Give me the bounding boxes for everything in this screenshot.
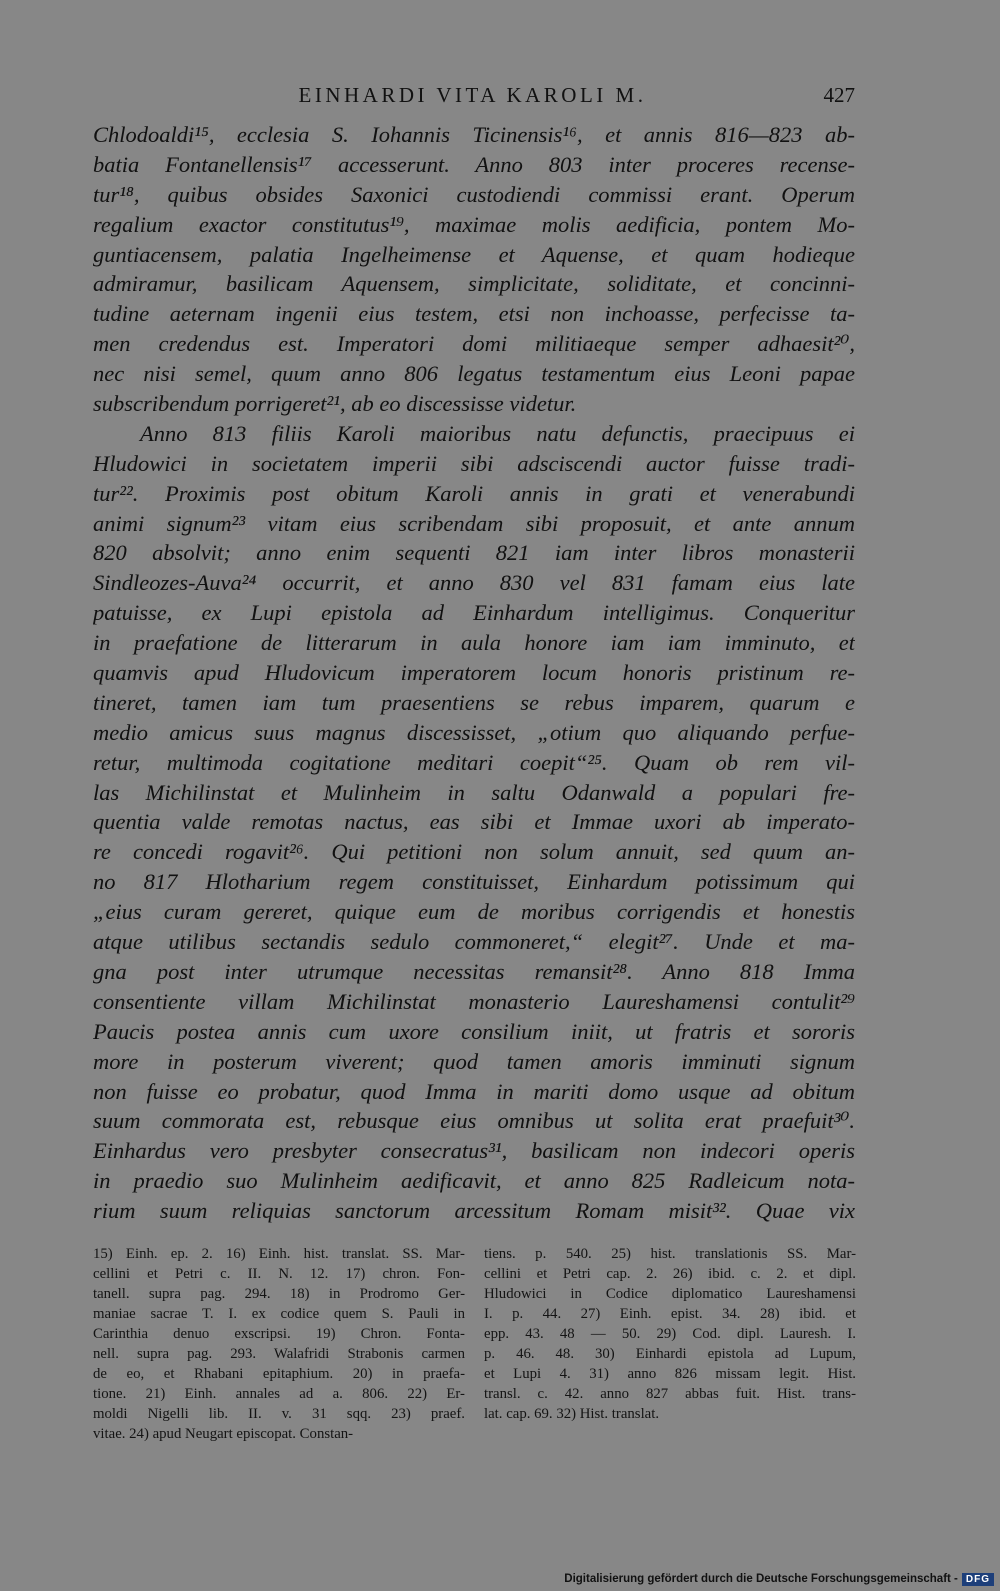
footnote-line: cellini et Petri c. II. N. 12. 17) chron. Fon- [93, 1266, 465, 1282]
text-line: retur, multimoda cogitatione meditari coepit“²⁵. Quam ob rem vil- [93, 749, 855, 775]
text-line: gna post inter utrumque necessitas remansit²⁸. Anno 818 Imma [93, 958, 855, 984]
text-line: Sindleozes-Auva²⁴ occurrit, et anno 830 vel 831 famam eius late [93, 570, 855, 596]
text-line: admiramur, basilicam Aquensem, simplicitate, soliditate, et concinni- [93, 271, 855, 297]
footnote-line: lat. cap. 69. 32) Hist. translat. [484, 1406, 660, 1422]
text-line: guntiacensem, palatia Ingelheimense et Aquense, et quam hodieque [93, 241, 855, 267]
text-line: re concedi rogavit²⁶. Qui petitioni non solum annuit, sed quum an- [93, 839, 855, 865]
text-line: Einhardus vero presbyter consecratus³¹, basilicam non indecori operis [93, 1138, 855, 1164]
dfg-logo: DFG [962, 1573, 994, 1586]
text-line: atque utilibus sectandis sedulo commoneret,“ elegit²⁷. Unde et ma- [93, 929, 855, 955]
text-line: tur¹⁸, quibus obsides Saxonici custodiendi commissi erant. Operum [93, 181, 855, 207]
footnote-line: cellini et Petri cap. 2. 26) ibid. c. 2. et dipl. [484, 1266, 856, 1282]
main-text [93, 120, 855, 1226]
footnote-line: epp. 43. 48 — 50. 29) Cod. dipl. Lauresh. I. [484, 1326, 856, 1342]
footnote-line: vitae. 24) apud Neugart episcopat. Constan- [93, 1426, 354, 1442]
text-line: quamvis apud Hludovicum imperatorem locum honoris pristinum re- [93, 660, 855, 686]
text-line: more in posterum viverent; quod tamen amoris imminuti signum [93, 1048, 855, 1074]
footnote-line: p. 46. 48. 30) Einhardi epistola ad Lupum, [484, 1346, 856, 1362]
footnote-line: I. p. 44. 27) Einh. epist. 34. 28) ibid. et [484, 1306, 856, 1322]
text-line: patuisse, ex Lupi epistola ad Einhardum intelligimus. Conqueritur [93, 600, 855, 626]
credit-text: Digitalisierung gefördert durch die Deutsche Forschungsgemeinschaft - [564, 1573, 958, 1585]
text-line: nec nisi semel, quum anno 806 legatus testamentum eius Leoni papae [93, 361, 855, 387]
text-line: „eius curam gereret, quique eum de moribus corrigendis et honestis [93, 899, 855, 925]
footnote-line: tanell. supra pag. 294. 18) in Prodromo Ger- [93, 1286, 465, 1302]
text-line: animi signum²³ vitam eius scribendam sibi proposuit, et ante annum [93, 510, 855, 536]
text-line: batia Fontanellensis¹⁷ accesserunt. Anno 803 inter proceres recense- [93, 151, 855, 177]
footnotes-left-column [93, 1244, 465, 1444]
text-line: subscribendum porrigeret²¹, ab eo discessisse videtur. [93, 391, 577, 417]
footnote-line: de eo, et Rhabani epitaphium. 20) in praefa- [93, 1366, 465, 1382]
text-line: in praedio suo Mulinheim aedificavit, et anno 825 Radleicum nota- [93, 1168, 855, 1194]
footnote-line: tiens. p. 540. 25) hist. translationis SS. Mar- [484, 1246, 856, 1262]
footnote-line: 15) Einh. ep. 2. 16) Einh. hist. translat. SS. Mar- [93, 1246, 465, 1262]
text-line: suum commorata est, rebusque eius omnibus ut solita erat praefuit³⁰. [93, 1108, 855, 1134]
text-line: tudine aeternam ingenii eius testem, etsi non inchoasse, perfecisse ta- [93, 301, 855, 327]
footnote-line: tione. 21) Einh. annales ad a. 806. 22) Er- [93, 1386, 465, 1402]
footnote-line: et Lupi 4. 31) anno 826 missam legit. Hist. [484, 1366, 856, 1382]
text-line: no 817 Hlotharium regem constituisset, Einhardum potissimum qui [93, 869, 855, 895]
text-line: consentiente villam Michilinstat monasterio Laureshamensi contulit²⁹ [93, 988, 855, 1014]
text-line: Paucis postea annis cum uxore consilium iniit, ut fratris et sororis [93, 1018, 855, 1044]
text-line: men credendus est. Imperatori domi militiaeque semper adhaesit²⁰, [93, 331, 855, 357]
footnote-line: nell. supra pag. 293. Walafridi Strabonis carmen [93, 1346, 465, 1362]
footnote-line: maniae sacrae T. I. ex codice quem S. Pauli in [93, 1306, 465, 1322]
text-line: tur²². Proximis post obitum Karoli annis in grati et venerabundi [93, 480, 855, 506]
text-line: non fuisse eo probatur, quod Imma in mariti domo usque ad obitum [93, 1078, 855, 1104]
text-line: Chlodoaldi¹⁵, ecclesia S. Iohannis Ticinensis¹⁶, et annis 816—823 ab- [93, 122, 855, 147]
digitization-credit [564, 1571, 994, 1587]
footnote-line: moldi Nigelli lib. II. v. 31 sqq. 23) praef. [93, 1406, 465, 1422]
text-line: Anno 813 filiis Karoli maioribus natu defunctis, praecipuus ei [140, 420, 855, 446]
text-line: tineret, tamen iam tum praesentiens se rebus imparem, quarum e [93, 689, 855, 715]
text-line: quentia valde remotas nactus, eas sibi et Immae uxori ab imperato- [93, 809, 855, 835]
text-line: las Michilinstat et Mulinheim in saltu Odanwald a populari fre- [93, 779, 855, 805]
running-header [90, 83, 855, 113]
text-line: 820 absolvit; anno enim sequenti 821 iam inter libros monasterii [93, 540, 855, 566]
text-line: regalium exactor constitutus¹⁹, maximae molis aedificia, pontem Mo- [93, 211, 855, 237]
text-line: medio amicus suus magnus discessisset, „otium quo aliquando perfue- [93, 719, 855, 745]
footnote-line: transl. c. 42. anno 827 abbas fuit. Hist. trans- [484, 1386, 856, 1402]
running-title: EINHARDI VITA KAROLI M. [298, 83, 647, 107]
footnote-line: Hludowici in Codice diplomatico Laureshamensi [484, 1286, 856, 1302]
text-line: Hludowici in societatem imperii sibi adsciscendi auctor fuisse tradi- [93, 450, 855, 476]
page-number: 427 [823, 83, 855, 107]
footnotes-right-column [484, 1244, 856, 1424]
text-line: in praefatione de litterarum in aula honore iam iam imminuto, et [93, 630, 855, 656]
text-line: rium suum reliquias sanctorum arcessitum Romam misit³². Quae vix [93, 1198, 855, 1224]
footnote-line: Carinthia denuo exscripsi. 19) Chron. Fonta- [93, 1326, 465, 1342]
